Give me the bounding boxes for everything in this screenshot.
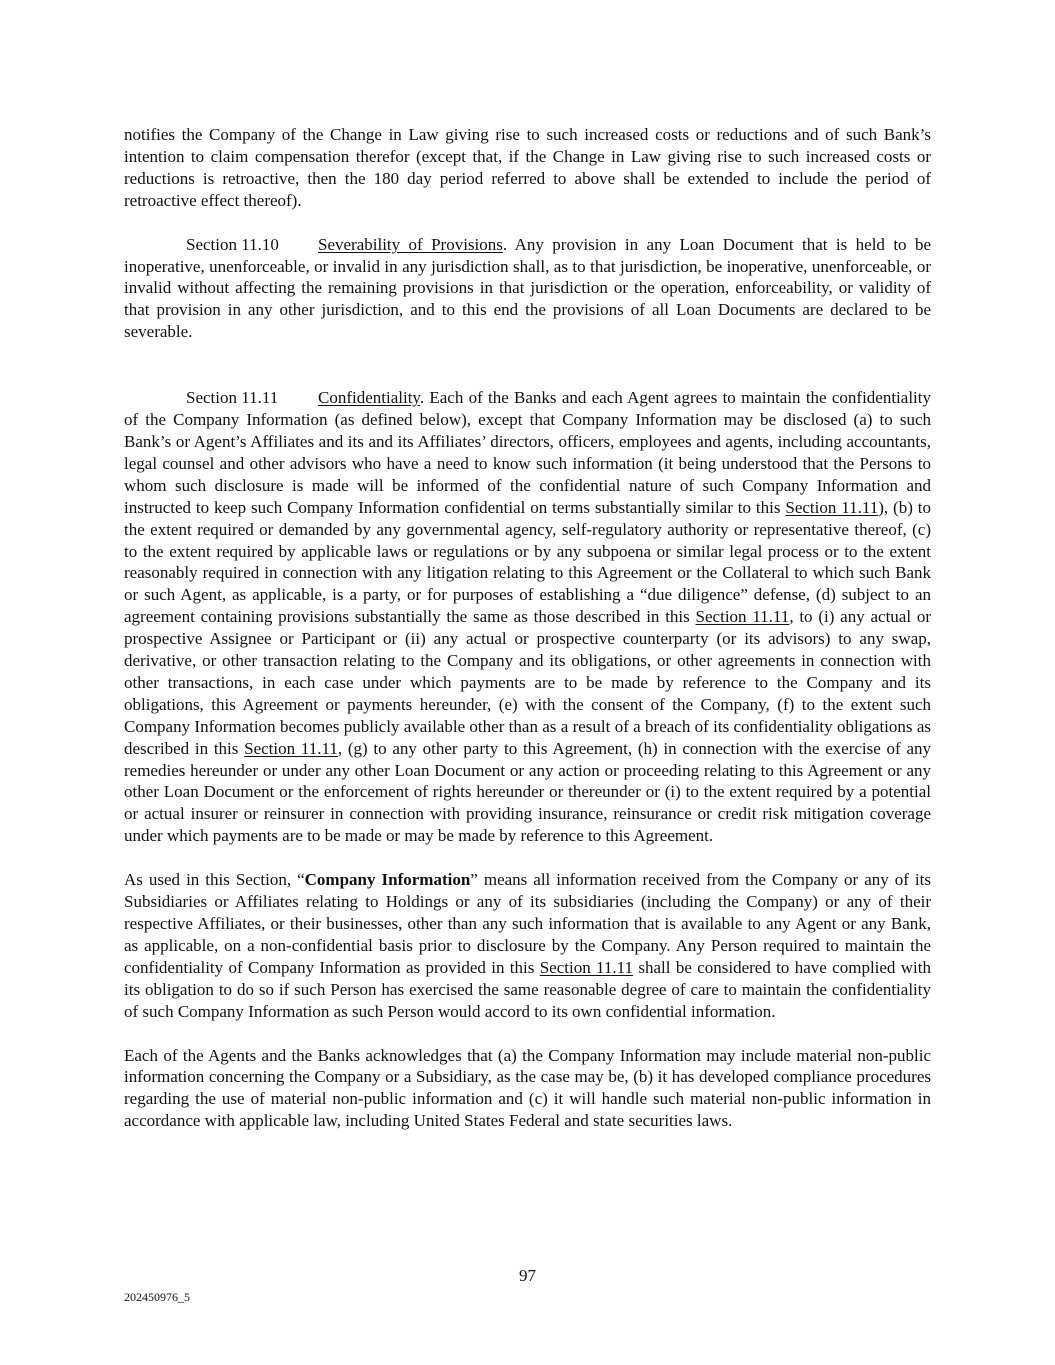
section-11-11: [124, 387, 931, 847]
document-id: 202450976_5: [124, 1290, 190, 1304]
paragraph-text: As used in this Section, “: [124, 870, 305, 890]
paragraph-continuation: notifies the Company of the Change in Law giving rise to such increased costs or reductions and of such Bank’s intention to claim compensation therefor (except that, if the Change in Law giving rise to such increased costs or reductions is retroactive, then the 180 day period referred to above shall be extended to include the period of retroactive effect thereof).: [124, 125, 931, 210]
section-number: Section 11.11: [186, 388, 279, 408]
section-reference: Section 11.11: [244, 738, 338, 758]
definition-paragraph: [124, 869, 931, 1022]
document-page: [124, 124, 931, 1132]
section-body: . Any provision in any Loan Document that is held to be inoperative, unenforceable, or invalid in any jurisdiction shall, as to that jurisdiction, be inoperative, unenforceable, or invalid without affecting the remaining provisions in that jurisdiction or the operation, enforceability, or validity of that provision in any other jurisdiction, and to this end the provisions of all Loan Documents are declared to be severable.: [124, 234, 931, 342]
paragraph-text: shall be considered to have complied with its obligation to do so if such Person has exercised the same reasonable degree of care to maintain the confidentiality of such Company Information as such Person would accord to its own confidential information.: [124, 957, 931, 1021]
defined-term: Company Information: [304, 870, 471, 890]
section-reference: Section 11.11: [695, 607, 790, 627]
section-text: , to (i) any actual or prospective Assignee or Participant or (ii) any actual or prospective counterparty (or its advisors) to any swap, derivative, or other transaction relating to the Company and its obligations, or other agreements in connection with other transactions, in each case under which payments are to be made by reference to the Company and its obligations, this Agreement or payments hereunder, (e) with the consent of the Company, (f) to the extent such Company Information becomes publicly available other than as a result of a breach of its confidentiality obligations as described in this: [124, 607, 932, 758]
section-reference: Section 11.11: [539, 957, 634, 977]
section-number: Section 11.10: [186, 234, 279, 254]
section-heading: Severability of Provisions: [318, 234, 503, 254]
section-text: . Each of the Banks and each Agent agrees to maintain the confidentiality of the Company Information (as defined below), except that Company Information may be disclosed (a) to such Bank’s or Agent’s Affiliates and its and its Affiliates’ directors, officers, employees and agents, including accountants, legal counsel and other advisors who have a need to know such information (it being understood that the Persons to whom such disclosure is made will be informed of the confidential nature of such Company Information and instructed to keep such Company Information confidential on terms substantially similar to this: [124, 388, 931, 517]
section-reference: Section 11.11: [785, 497, 879, 517]
section-text: ), (b) to the extent required or demanded by any governmental agency, self-regulatory authority or representative thereof, (c) to the extent required by applicable laws or regulations or by any subpoena or similar legal process or to the extent reasonably required in connection with any litigation relating to this Agreement or the Collateral to which such Bank or such Agent, as applicable, is a party, or for purposes of establishing a “due diligence” defense, (d) subject to an agreement containing provisions substantially the same as those described in this: [124, 497, 931, 627]
paragraph-text: ” means all information received from the Company or any of its Subsidiaries or Affiliates relating to Holdings or any of its subsidiaries (including the Company) or any of their respective Affiliates, or their businesses, other than any such information that is available to any Agent or any Bank, as applicable, on a non-confidential basis prior to disclosure by the Company. Any Person required to maintain the confidentiality of Company Information as provided in this: [124, 870, 931, 977]
section-text: , (g) to any other party to this Agreement, (h) in connection with the exercise of any remedies hereunder or under any other Loan Document or any action or proceeding relating to this Agreement or any other Loan Document or the enforcement of rights hereunder or thereunder or (i) to the extent required by a potential or actual insurer or reinsurer in connection with providing insurance, reinsurance or credit risk mitigation coverage under which payments are to be made or may be made by reference to this Agreement.: [124, 738, 931, 846]
section-heading: Confidentiality: [318, 388, 420, 408]
acknowledgement-paragraph: Each of the Agents and the Banks acknowledges that (a) the Company Information may include material non-public information concerning the Company or a Subsidiary, as the case may be, (b) it has developed compliance procedures regarding the use of material non-public information and (c) it will handle such material non-public information in accordance with applicable law, including United States Federal and state securities laws.: [124, 1045, 931, 1131]
page-number: 97: [519, 1266, 536, 1285]
section-11-10: [124, 234, 931, 344]
